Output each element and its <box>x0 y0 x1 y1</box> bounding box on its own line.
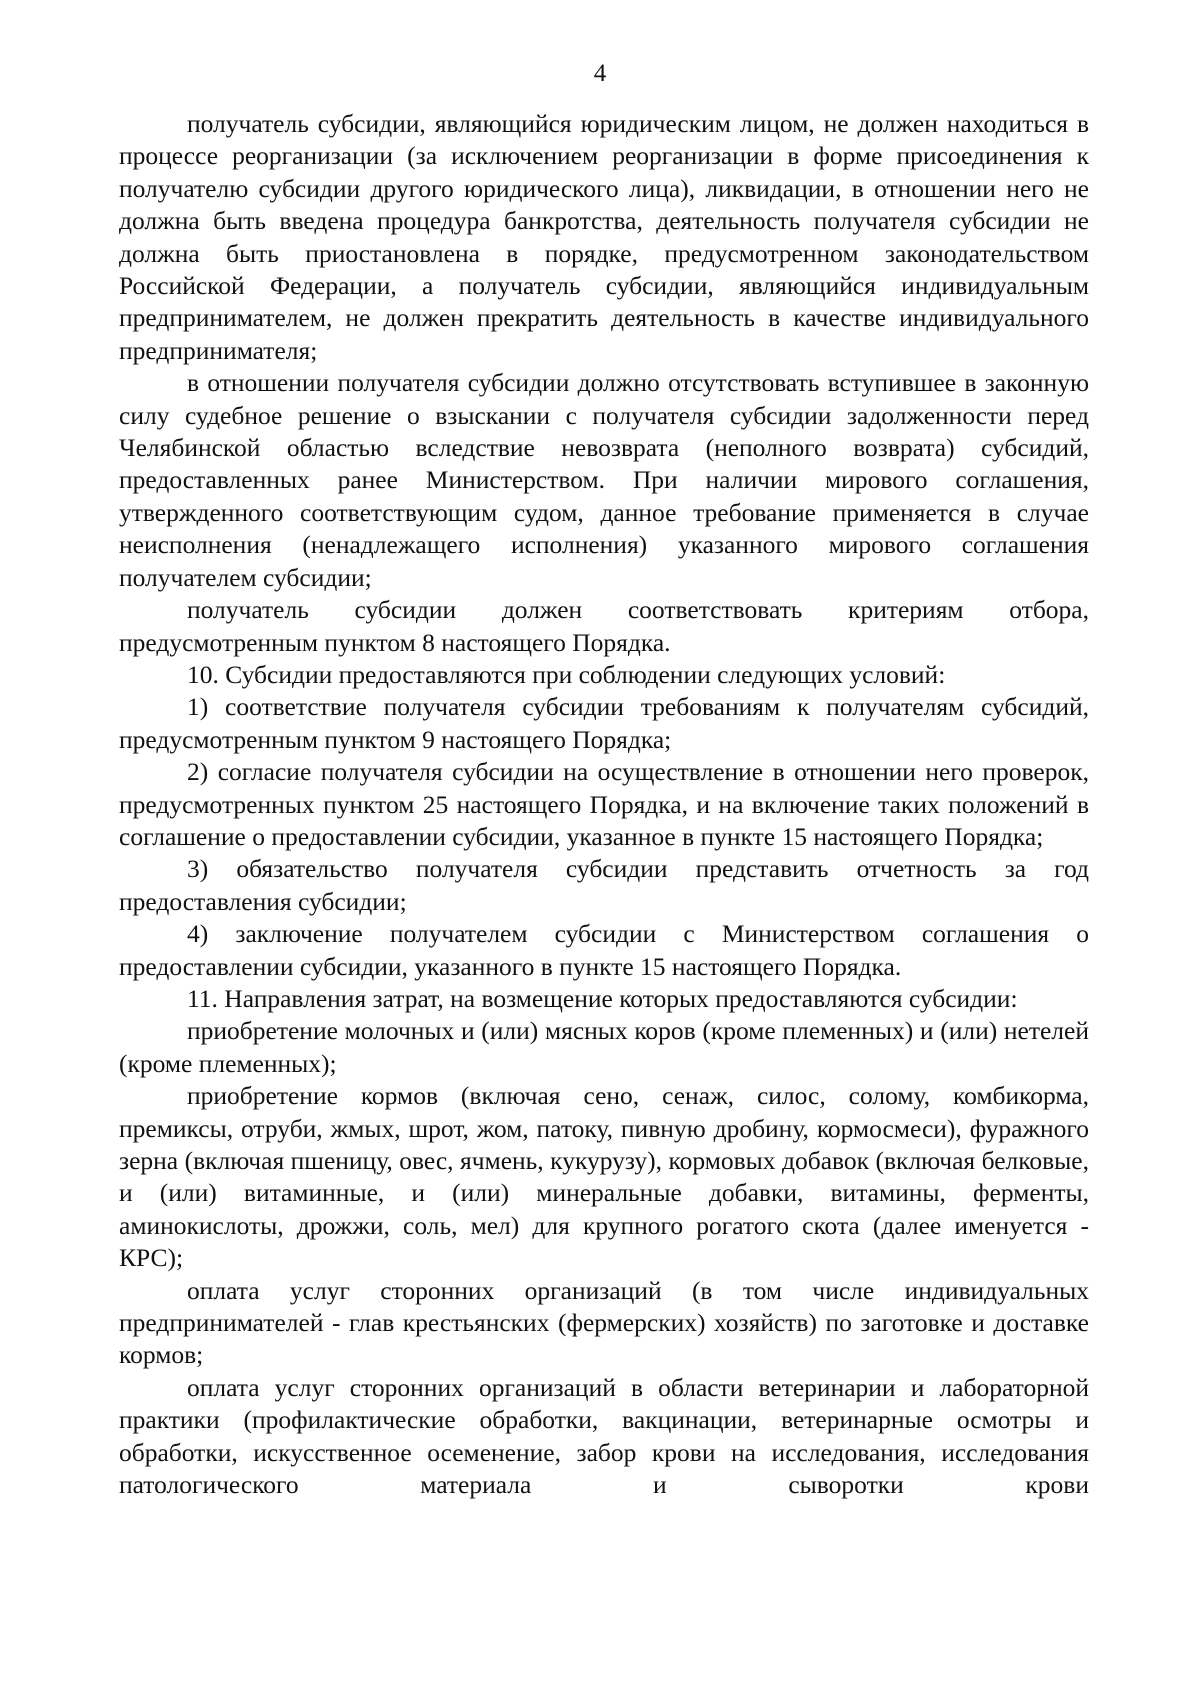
paragraph-court-decision: в отношении получателя субсидии должно отсутствовать вступившее в законную силу судебное решение о взыскании с получателя субсидии задолженности перед Челябинской областью вследствие невозврата (неполного возврата) субсидий, предоставленных ранее Министерством. При наличии мирового соглашения, утвержденного соответствующим судом, данное требование применяется в случае неисполнения (ненадлежащего исполнения) указанного мирового соглашения получателем субсидии; <box>119 368 1089 592</box>
paragraph-cost-veterinary: оплата услуг сторонних организаций в области ветеринарии и лабораторной практики (профилактические обработки, вакцинации, ветеринарные осмотры и обработки, искусственное осеменение, забор крови на исследования, исследования патологического материала и сыворотки крови <box>119 1372 1089 1500</box>
paragraph-condition-3: 3) обязательство получателя субсидии представить отчетность за год предоставления субсидии; <box>119 854 1089 916</box>
document-body <box>119 108 1089 1501</box>
paragraph-cost-feed-services: оплата услуг сторонних организаций (в том числе индивидуальных предпринимателей - глав крестьянских (фермерских) хозяйств) по заготовке и доставке кормов; <box>119 1275 1089 1370</box>
paragraph-recipient-legal-entity: получатель субсидии, являющийся юридическим лицом, не должен находиться в процессе реорганизации (за исключением реорганизации в форме присоединения к получателю субсидии другого юридического лица), ликвидации, в отношении него не должна быть введена процедура банкротства, деятельность получателя субсидии не должна быть приостановлена в порядке, предусмотренном законодательством Российской Федерации, а получатель субсидии, являющийся индивидуальным предпринимателем, не должен прекратить деятельность в качестве индивидуального предпринимателя; <box>119 109 1089 365</box>
paragraph-section-10: 10. Субсидии предоставляются при соблюдении следующих условий: <box>187 659 946 689</box>
paragraph-cost-feed: приобретение кормов (включая сено, сенаж, силос, солому, комбикорма, премиксы, отруби, жмых, шрот, жом, патоку, пивную дробину, кормосмеси), фуражного зерна (включая пшеницу, овес, ячмень, кукурузу), кормовых добавок (включая белковые, и (или) витаминные, и (или) минеральные добавки, витамины, ферменты, аминокислоты, дрожжи, соль, мел) для крупного рогатого скота (далее именуется - КРС); <box>119 1081 1089 1273</box>
paragraph-condition-1: 1) соответствие получателя субсидии требованиям к получателям субсидий, предусмотренным пунктом 9 настоящего Порядка; <box>119 692 1089 754</box>
paragraph-condition-2: 2) согласие получателя субсидии на осуществление в отношении него проверок, предусмотренных пунктом 25 настоящего Порядка, и на включение таких положений в соглашение о предоставлении субсидии, указанное в пункте 15 настоящего Порядка; <box>119 757 1089 851</box>
paragraph-selection-criteria: получатель субсидии должен соответствовать критериям отбора, предусмотренным пунктом 8 настоящего Порядка. <box>119 595 1089 657</box>
page-number: 4 <box>593 60 607 87</box>
paragraph-cost-cows: приобретение молочных и (или) мясных коров (кроме племенных) и (или) нетелей (кроме племенных); <box>119 1016 1089 1078</box>
paragraph-condition-4: 4) заключение получателем субсидии с Министерством соглашения о предоставлении субсидии, указанного в пункте 15 настоящего Порядка. <box>119 919 1089 981</box>
paragraph-section-11: 11. Направления затрат, на возмещение которых предоставляются субсидии: <box>187 983 1018 1013</box>
